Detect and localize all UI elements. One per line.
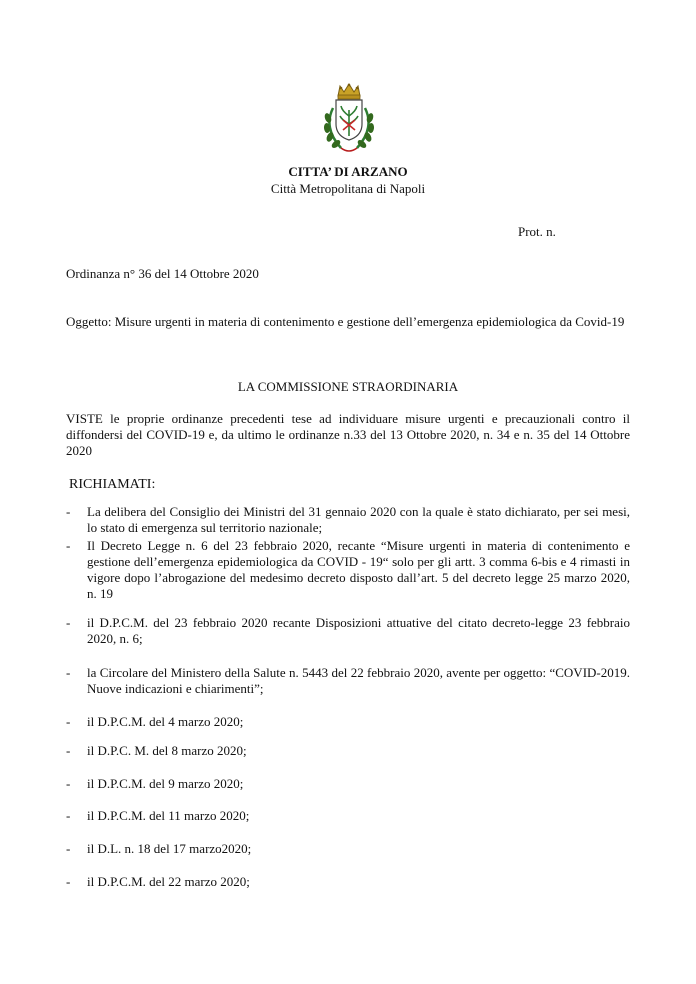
ordinance-number: Ordinanza n° 36 del 14 Ottobre 2020 [66,266,259,281]
bullet-dash: - [66,874,71,889]
authority-heading: LA COMMISSIONE STRAORDINARIA [237,379,459,394]
list-item [66,776,630,792]
bullet-dash: - [66,808,71,823]
bullet-dash: - [66,615,71,630]
bullet-dash: - [66,776,71,791]
list-item [66,714,630,730]
bullet-dash: - [66,504,71,519]
list-item-text: Il Decreto Legge n. 6 del 23 febbraio 2020, recante “Misure urgenti in materia di contenimento e gestione dell’emergenza epidemiologica da COVID - 19“ solo per gli artt. 3 comma 6-bis e 4 rimasti in vigore dopo l’abrogazione del medesimo decreto disposto dall’art. 5 del decreto legge 25 marzo 2020, n. 19 [87,538,630,601]
bullet-dash: - [66,665,71,680]
richiamati-heading: RICHIAMATI: [69,477,156,492]
list-item-text: il D.P.C.M. del 4 marzo 2020; [87,714,244,729]
list-item-text: il D.P.C. M. del 8 marzo 2020; [87,743,247,758]
list-item [66,615,630,647]
bullet-dash: - [66,743,71,758]
list-item [66,665,630,697]
list-item [66,841,630,857]
bullet-dash: - [66,538,71,553]
protocol-number: Prot. n. [518,224,556,239]
list-item [66,743,630,759]
list-item [66,538,630,602]
list-item-text: il D.P.C.M. del 22 marzo 2020; [87,874,250,889]
bullet-dash: - [66,714,71,729]
list-item-text: il D.P.C.M. del 9 marzo 2020; [87,776,244,791]
municipal-coat-of-arms-icon [319,80,379,158]
municipality-name: CITTA’ DI ARZANO [288,164,408,179]
bullet-dash: - [66,841,71,856]
list-item-text: il D.P.C.M. del 23 febbraio 2020 recante Disposizioni attuative del citato decreto-legge 23 febbraio 2020, n. 6; [87,615,630,646]
list-item-text: la Circolare del Ministero della Salute n. 5443 del 22 febbraio 2020, avente per oggetto: “COVID-2019. Nuove indicazioni e chiarimenti”; [87,665,630,696]
metro-city-name: Città Metropolitana di Napoli [270,181,426,196]
list-item [66,874,630,890]
subject-line: Oggetto: Misure urgenti in materia di contenimento e gestione dell’emergenza epidemiologica da Covid-19 [66,314,625,329]
list-item-text: La delibera del Consiglio dei Ministri del 31 gennaio 2020 con la quale è stato dichiarato, per sei mesi, lo stato di emergenza sul territorio nazionale; [87,504,630,535]
viste-paragraph: VISTE le proprie ordinanze precedenti tese ad individuare misure urgenti e precauzionali contro il diffondersi del COVID-19 e, da ultimo le ordinanze n.33 del 13 Ottobre 2020, n. 34 e n. 35 del 14 Ottobre 2020 [66,411,630,458]
list-item-text: il D.P.C.M. del 11 marzo 2020; [87,808,250,823]
list-item-text: il D.L. n. 18 del 17 marzo2020; [87,841,252,856]
list-item [66,808,630,824]
list-item [66,504,630,536]
